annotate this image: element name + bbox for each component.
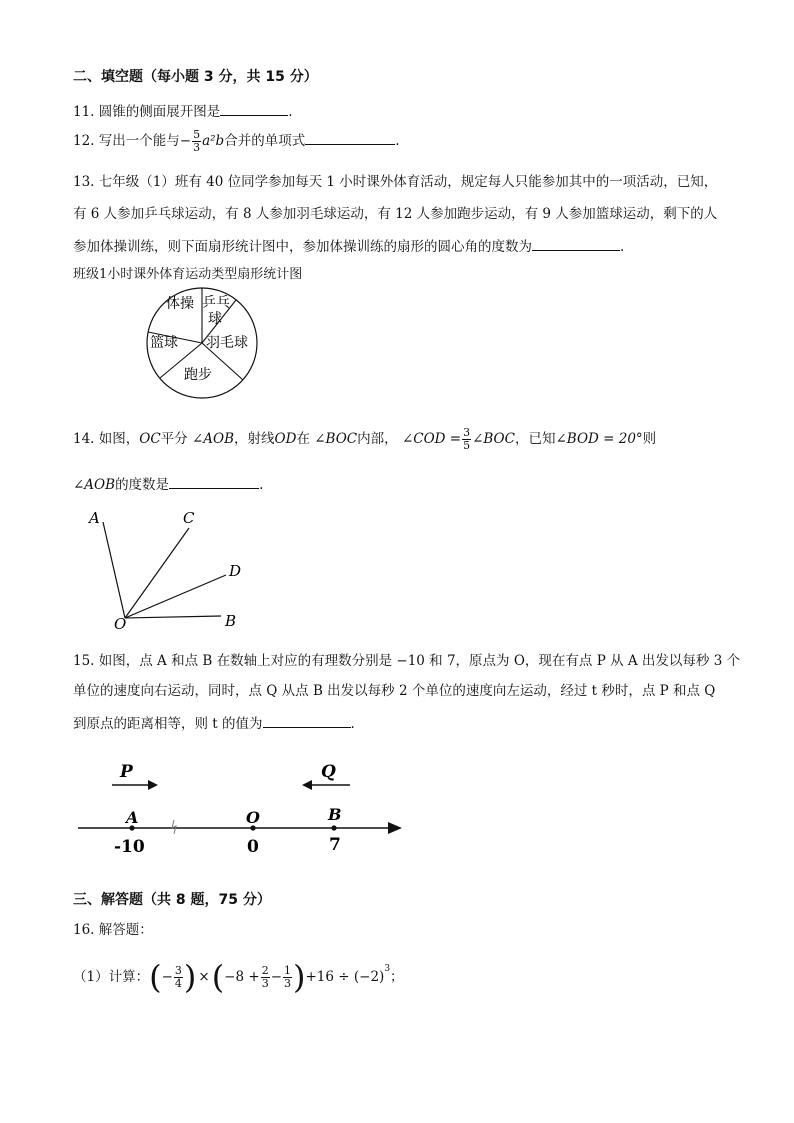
pie-label-pingpang-2: 球 bbox=[208, 311, 222, 327]
q13-answer-blank[interactable] bbox=[532, 236, 620, 251]
q16-title: 16. 解答题： bbox=[73, 922, 153, 938]
q12-text-post: 合并的单项式 bbox=[224, 133, 306, 149]
q13-line-2: 有 6 人参加乒乓球运动，有 8 人参加羽毛球运动，有 12 人参加跑步运动，有 9 人参加篮球运动，剩下的人 bbox=[73, 206, 718, 222]
label-a: A bbox=[89, 509, 100, 527]
label-o: O bbox=[114, 615, 127, 633]
angle-figure bbox=[85, 505, 255, 635]
arrow-q-head bbox=[302, 780, 312, 790]
q15-line-1: 15. 如图，点 A 和点 B 在数轴上对应的有理数分别是 −10 和 7，原点为 O，现在有点 P 从 A 出发以每秒 3 个 bbox=[73, 653, 741, 669]
label-d: D bbox=[229, 562, 242, 580]
label-b: B bbox=[328, 805, 342, 824]
label-p: P bbox=[120, 762, 133, 782]
q14-line-2: ∠AOB的度数是 . bbox=[73, 474, 263, 494]
q14-answer-blank[interactable] bbox=[169, 474, 259, 489]
q12-fraction: $\frac{5}{3}$ bbox=[193, 128, 201, 154]
point-b bbox=[331, 825, 336, 830]
value-a: -10 bbox=[114, 837, 145, 857]
number-line-figure bbox=[70, 752, 410, 862]
pie-chart-title: 班级1小时课外体育运动类型扇形统计图 bbox=[73, 267, 303, 282]
label-o: O bbox=[246, 808, 260, 827]
pie-label-yumaoqiu: 羽毛球 bbox=[206, 335, 248, 351]
question-11 bbox=[73, 101, 293, 121]
axis-arrow-head bbox=[388, 822, 402, 834]
q12-expression: a²b bbox=[202, 133, 225, 149]
axis-mark bbox=[172, 820, 176, 834]
q12-minus: − bbox=[179, 133, 192, 149]
q15-line-3: 到原点的距离相等，则 t 的值为 . bbox=[73, 713, 355, 733]
pie-label-paobu: 跑步 bbox=[184, 367, 212, 383]
q11-text: 圆锥的侧面展开图是 bbox=[98, 104, 221, 120]
pie-label-lanqiu: 篮球 bbox=[150, 335, 178, 351]
pie-label-ticao: 体操 bbox=[166, 296, 194, 312]
q12-number: 12. bbox=[73, 133, 95, 149]
value-b: 7 bbox=[329, 835, 341, 855]
label-c: C bbox=[183, 509, 195, 527]
q12-answer-blank[interactable] bbox=[305, 130, 395, 145]
q11-answer-blank[interactable] bbox=[220, 101, 288, 116]
arrow-p-head bbox=[148, 780, 158, 790]
q15-line-2: 单位的速度向右运动，同时，点 Q 从点 B 出发以每秒 2 个单位的速度向左运动，经过 t 秒时，点 P 和点 Q bbox=[73, 683, 716, 699]
label-q: Q bbox=[321, 762, 336, 782]
pie-label-pingpang-1: 乒乓 bbox=[202, 295, 230, 311]
q15-answer-blank[interactable] bbox=[263, 713, 351, 728]
q12-text-pre: 写出一个能与 bbox=[98, 133, 180, 149]
label-a: A bbox=[126, 808, 139, 827]
ray-oa bbox=[103, 522, 125, 618]
q13-line-1: 13. 七年级（1）班有 40 位同学参加每天 1 小时课外体育活动，规定每人只能参加其中的一项活动，已知， bbox=[73, 174, 718, 190]
value-o: 0 bbox=[247, 837, 259, 857]
pie-chart bbox=[140, 285, 265, 403]
ray-ob bbox=[125, 616, 221, 618]
q13-line-3: 参加体操训练，则下面扇形统计图中，参加体操训练的扇形的圆心角的度数为 . bbox=[73, 236, 624, 256]
q11-number: 11. bbox=[73, 104, 95, 120]
question-12: 12. 写出一个能与− $\frac{5}{3}$ a²b合并的单项式 . bbox=[73, 128, 400, 154]
label-b: B bbox=[225, 612, 237, 630]
section-3-title: 三、解答题（共 8 题，75 分） bbox=[73, 892, 271, 908]
q16-part-1: （1）计算： ( − $\frac{3}{4}$ ) × ( −8 + $\frac{2}{3}$ − $\frac{1}{3}$ ) +16 ÷ (−2) $^3$ ； bbox=[73, 958, 404, 996]
q14-line-1: 14. 如图，OC平分 ∠AOB，射线OD在 ∠BOC内部， ∠COD = $\frac{3}{5}$ ∠BOC，已知∠BOD = 20°则 bbox=[73, 426, 657, 452]
section-2-title: 二、填空题（每小题 3 分，共 15 分） bbox=[73, 69, 318, 85]
q11-period: . bbox=[288, 104, 293, 120]
